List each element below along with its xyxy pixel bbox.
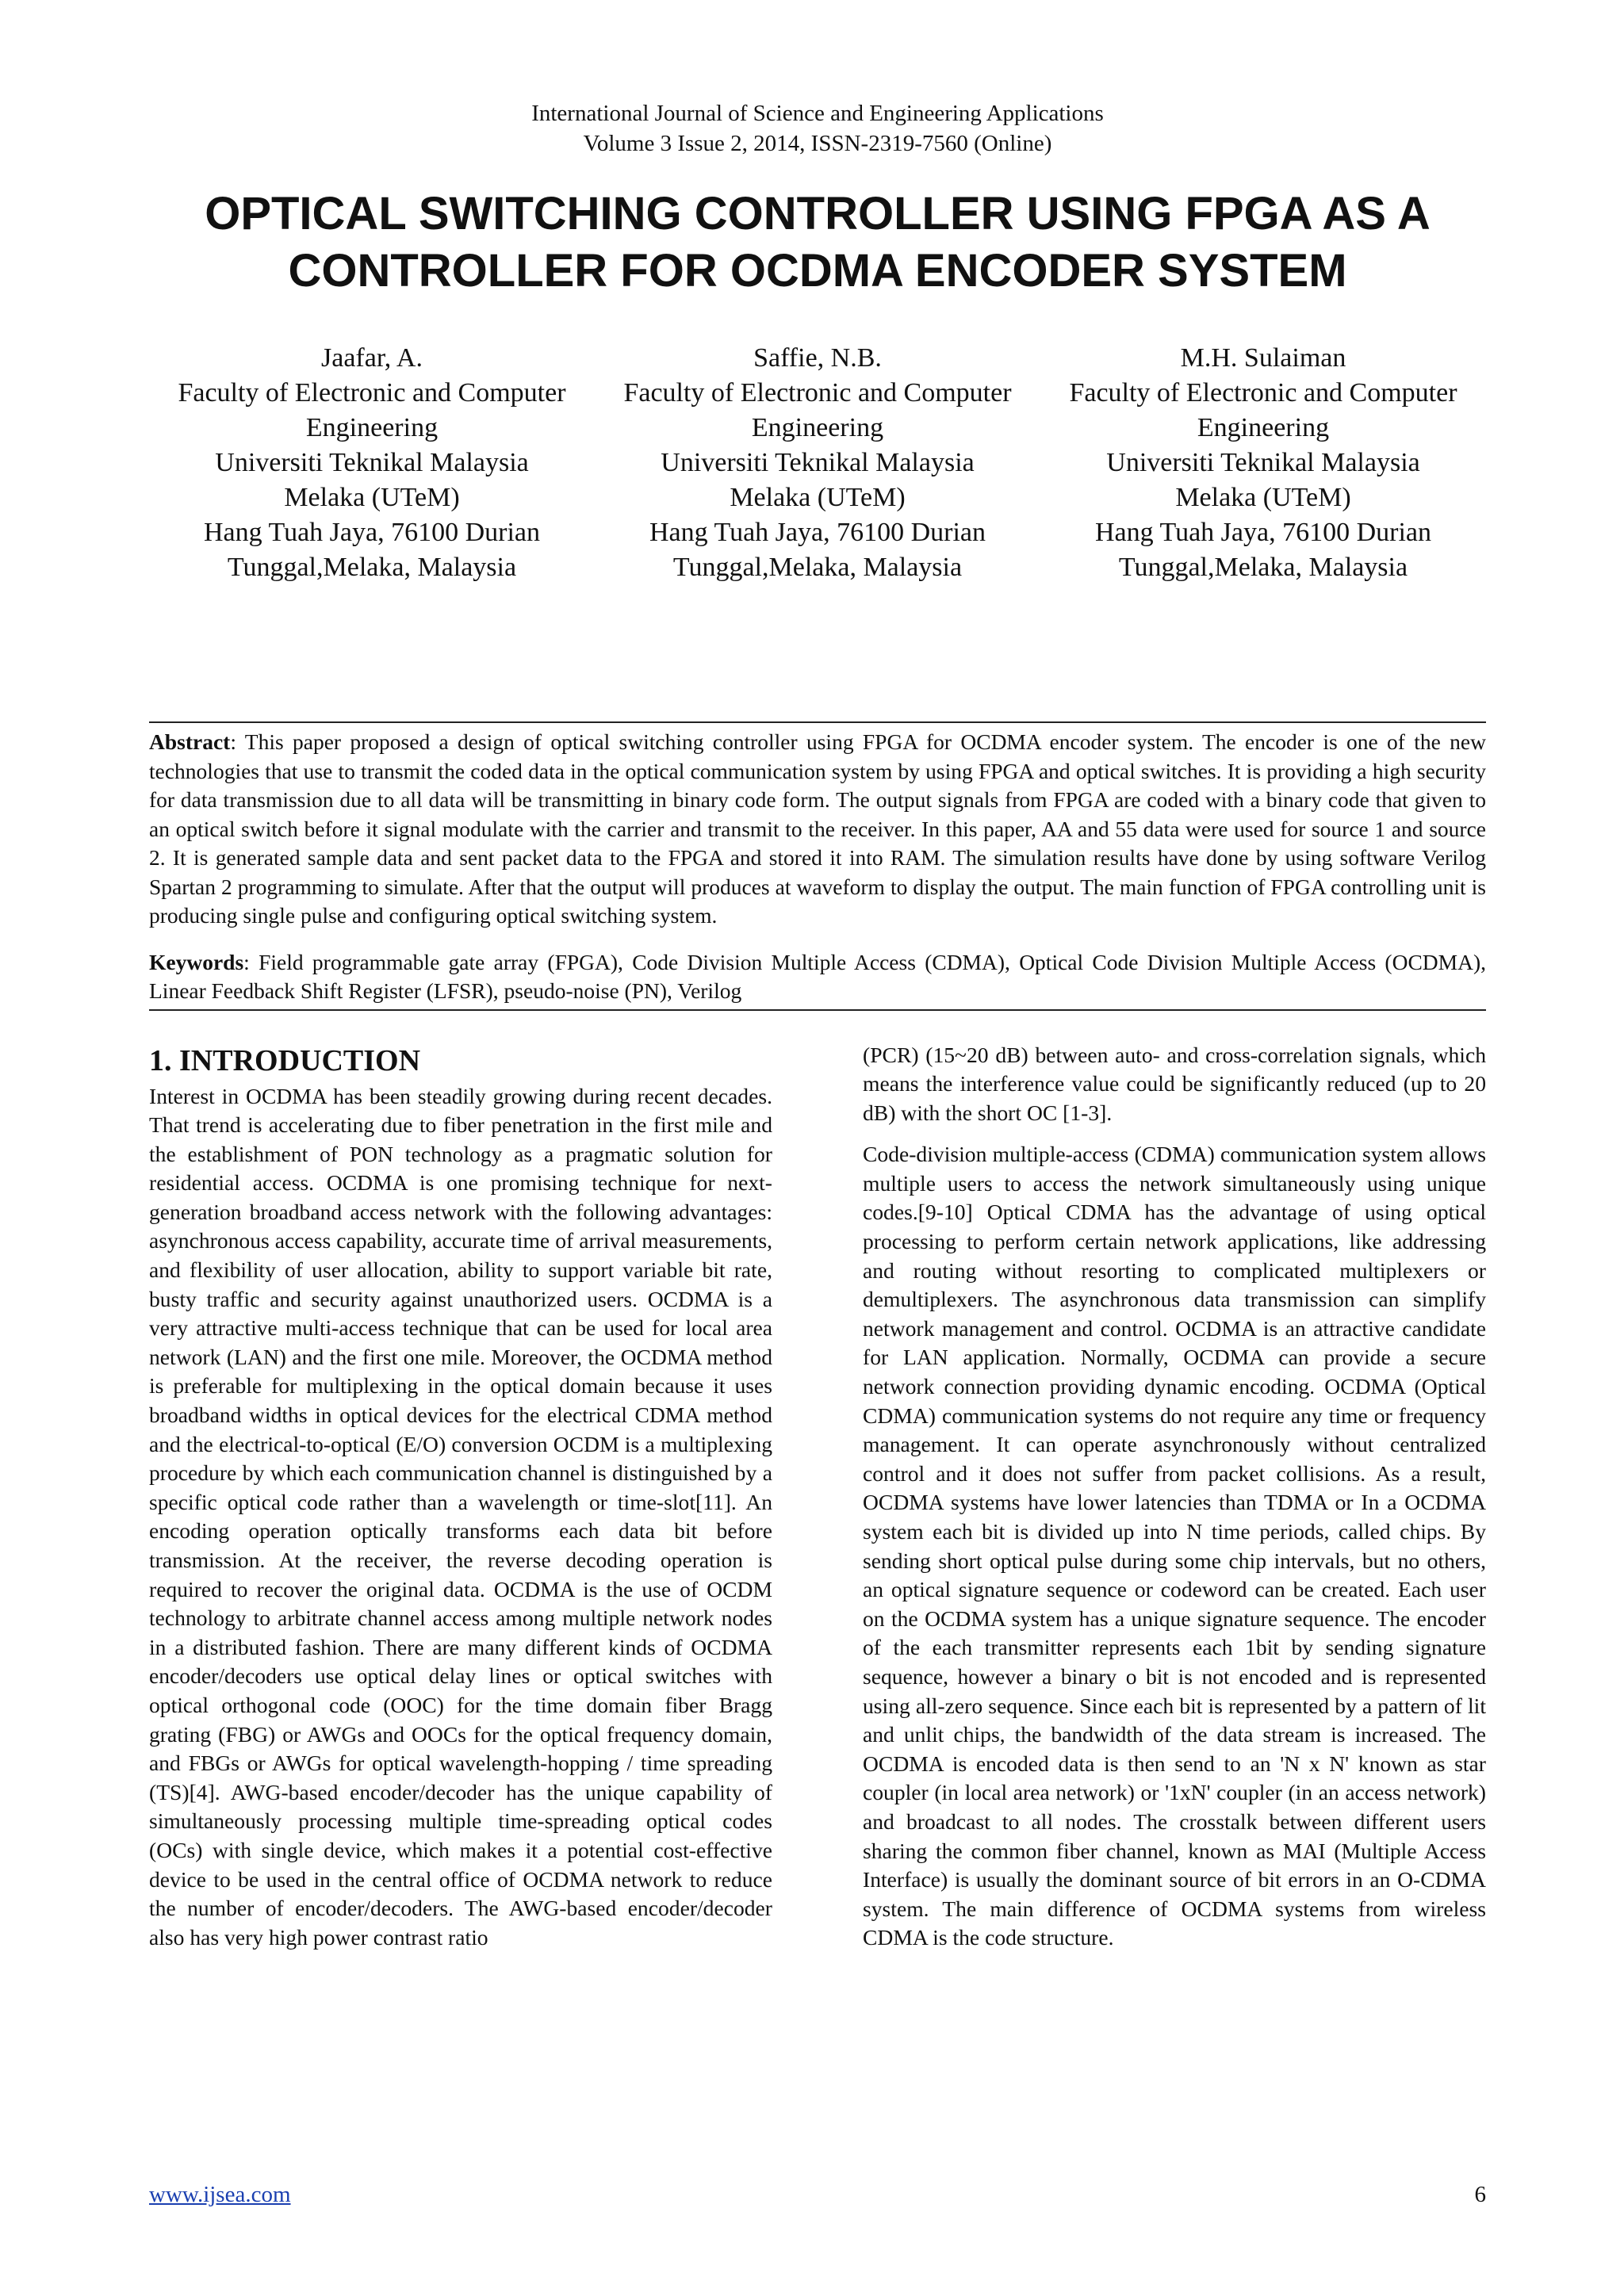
paper-page <box>149 98 1486 1965</box>
abstract-label: Abstract <box>149 729 231 754</box>
affiliation-line: Universiti Teknikal Malaysia <box>215 448 529 477</box>
journal-header <box>149 98 1486 159</box>
page-number: 6 <box>1474 2182 1486 2207</box>
affiliation-line: Universiti Teknikal Malaysia <box>1106 448 1420 477</box>
right-column <box>863 1041 1486 1965</box>
author-3 <box>1040 341 1486 585</box>
author-block <box>149 341 1486 585</box>
affiliation-line: Hang Tuah Jaya, 76100 Durian <box>203 518 541 547</box>
author-1 <box>149 341 595 585</box>
author-name: M.H. Sulaiman <box>1180 343 1346 373</box>
affiliation-line: Engineering <box>1197 413 1330 442</box>
affiliation-line: Hang Tuah Jaya, 76100 Durian <box>649 518 986 547</box>
abstract-text: : This paper proposed a design of optical switching controller using FPGA for OCDMA encoder system. The encoder is one of the new technologies that use to transmit the coded data in the optical communication system by using FPGA and optical switches. It is providing a high security for data transmission due to all data will be transmitting in binary code form. The output signals from FPGA are coded with a binary code that given to an optical switch before it signal modulate with the carrier and transmit to the receiver. In this paper, AA and 55 data were used for source 1 and source 2. It is generated sample data and sent packet data to the FPGA and stored it into RAM. The simulation results have done by using software Verilog Spartan 2 programming to simulate. After that the output will produces at waveform to display the output. The main function of FPGA controlling unit is producing single pulse and configuring optical switching system. <box>149 729 1486 928</box>
affiliation-line: Universiti Teknikal Malaysia <box>661 448 975 477</box>
affiliation-line: Melaka (UTeM) <box>1175 483 1351 512</box>
body-paragraph: Code-division multiple-access (CDMA) communication system allows multiple users to access the network simultaneously using unique codes.[9-10] Optical CDMA has the advantage of using optical processing to perform certain network applications, like addressing and routing without resorting to complicated multiplexers or demultiplexers. The asynchronous data transmission can simplify network management and control. OCDMA is an attractive candidate for LAN application. Normally, OCDMA can provide a secure network connection providing dynamic encoding. OCDMA (Optical CDMA) communication systems do not require any time or frequency management. It can operate asynchronously without centralized control and it does not suffer from packet collisions. As a result, OCDMA systems have lower latencies than TDMA or In a OCDMA system each bit is divided up into N time periods, called chips. By sending short optical pulse during some chip intervals, but no others, an optical signature sequence or codeword can be created. Each user on the OCDMA system has a unique signature sequence. The encoder of the each transmitter represents each 1bit by sending signature sequence, however a binary o bit is not encoded and is represented using all-zero sequence. Since each bit is represented by a pattern of lit and unlit chips, the bandwidth of the data stream is increased. The OCDMA is encoded data is then send to an 'N x N' known as star coupler (in local area network) or '1xN' coupler (in an access network) and broadcast to all nodes. The crosstalk between different users sharing the common fiber channel, known as MAI (Multiple Access Interface) is usually the dominant source of bit errors in an O-CDMA system. The main difference of OCDMA systems from wireless CDMA is the code structure. <box>863 1142 1486 1950</box>
affiliation-line: Faculty of Electronic and Computer <box>623 378 1012 408</box>
abstract <box>149 723 1486 931</box>
title-line-1: OPTICAL SWITCHING CONTROLLER USING FPGA AS A <box>205 188 1431 239</box>
affiliation-line: Tunggal,Melaka, Malaysia <box>1118 553 1408 582</box>
left-column <box>149 1041 772 1965</box>
abstract-bottom-rule <box>149 1009 1486 1011</box>
paper-title <box>149 186 1486 300</box>
body-paragraph: Interest in OCDMA has been steadily growing during recent decades. That trend is accelerating due to fiber penetration in the first mile and the establishment of PON technology as a pragmatic solution for residential access. OCDMA is one promising technique for next-generation broadband access network with the following advantages: asynchronous access capability, accurate time of arrival measurements, and flexibility of user allocation, ability to support variable bit rate, busty traffic and security against unauthorized users. OCDMA is a very attractive multi-access technique that can be used for local area network (LAN) and the first one mile. Moreover, the OCDMA method is preferable for multiplexing in the optical domain because it uses broadband widths in optical devices for the electrical CDMA method and the electrical-to-optical (E/O) conversion OCDM is a multiplexing procedure by which each communication channel is distinguished by a specific optical code rather than a wavelength or time-slot[11]. An encoding operation optically transforms each data bit before transmission. At the receiver, the reverse decoding operation is required to recover the original data. OCDMA is the use of OCDM technology to arbitrate channel access among multiple network nodes in a distributed fashion. There are many different kinds of OCDMA encoder/decoders use optical delay lines or optical switches with optical orthogonal code (OOC) for the time domain fiber Bragg grating (FBG) or AWGs and OOCs for the optical frequency domain, and FBGs or AWGs for optical wavelength-hopping / time spreading (TS)[4]. AWG-based encoder/decoder has the unique capability of simultaneously processing multiple time-spreading optical codes (OCs) with single device, which makes it a potential cost-effective device to be used in the central office of OCDMA network to reduce the number of encoder/decoders. The AWG-based encoder/decoder also has very high power contrast ratio <box>149 1083 772 1950</box>
body-paragraph: (PCR) (15~20 dB) between auto- and cross-correlation signals, which means the interference value could be significantly reduced (up to 20 dB) with the short OC [1-3]. <box>863 1042 1486 1125</box>
journal-name: International Journal of Science and Engineering Applications <box>531 101 1104 126</box>
affiliation-line: Tunggal,Melaka, Malaysia <box>227 553 517 582</box>
affiliation-line: Engineering <box>751 413 884 442</box>
author-2 <box>595 341 1040 585</box>
affiliation-line: Faculty of Electronic and Computer <box>1069 378 1457 408</box>
affiliation-line: Melaka (UTeM) <box>284 483 460 512</box>
body-columns <box>149 1041 1486 1965</box>
keywords-text: : Field programmable gate array (FPGA), Code Division Multiple Access (CDMA), Optical Code Division Multiple Access (OCDMA), Linear Feedback Shift Register (LFSR), pseudo-noise (PN), Verilog <box>149 949 1486 1003</box>
author-name: Jaafar, A. <box>321 343 423 373</box>
journal-website-link[interactable]: www.ijsea.com <box>149 2182 291 2207</box>
section-heading: 1. INTRODUCTION <box>149 1043 421 1077</box>
journal-volume: Volume 3 Issue 2, 2014, ISSN-2319-7560 (Online) <box>583 131 1052 156</box>
affiliation-line: Engineering <box>305 413 439 442</box>
title-line-2: CONTROLLER FOR OCDMA ENCODER SYSTEM <box>288 245 1347 297</box>
affiliation-line: Tunggal,Melaka, Malaysia <box>672 553 963 582</box>
affiliation-line: Faculty of Electronic and Computer <box>178 378 566 408</box>
page-footer <box>149 2182 1486 2208</box>
keywords-label: Keywords <box>149 949 244 974</box>
author-name: Saffie, N.B. <box>753 343 882 373</box>
affiliation-line: Melaka (UTeM) <box>730 483 906 512</box>
affiliation-line: Hang Tuah Jaya, 76100 Durian <box>1094 518 1432 547</box>
keywords <box>149 948 1486 1009</box>
